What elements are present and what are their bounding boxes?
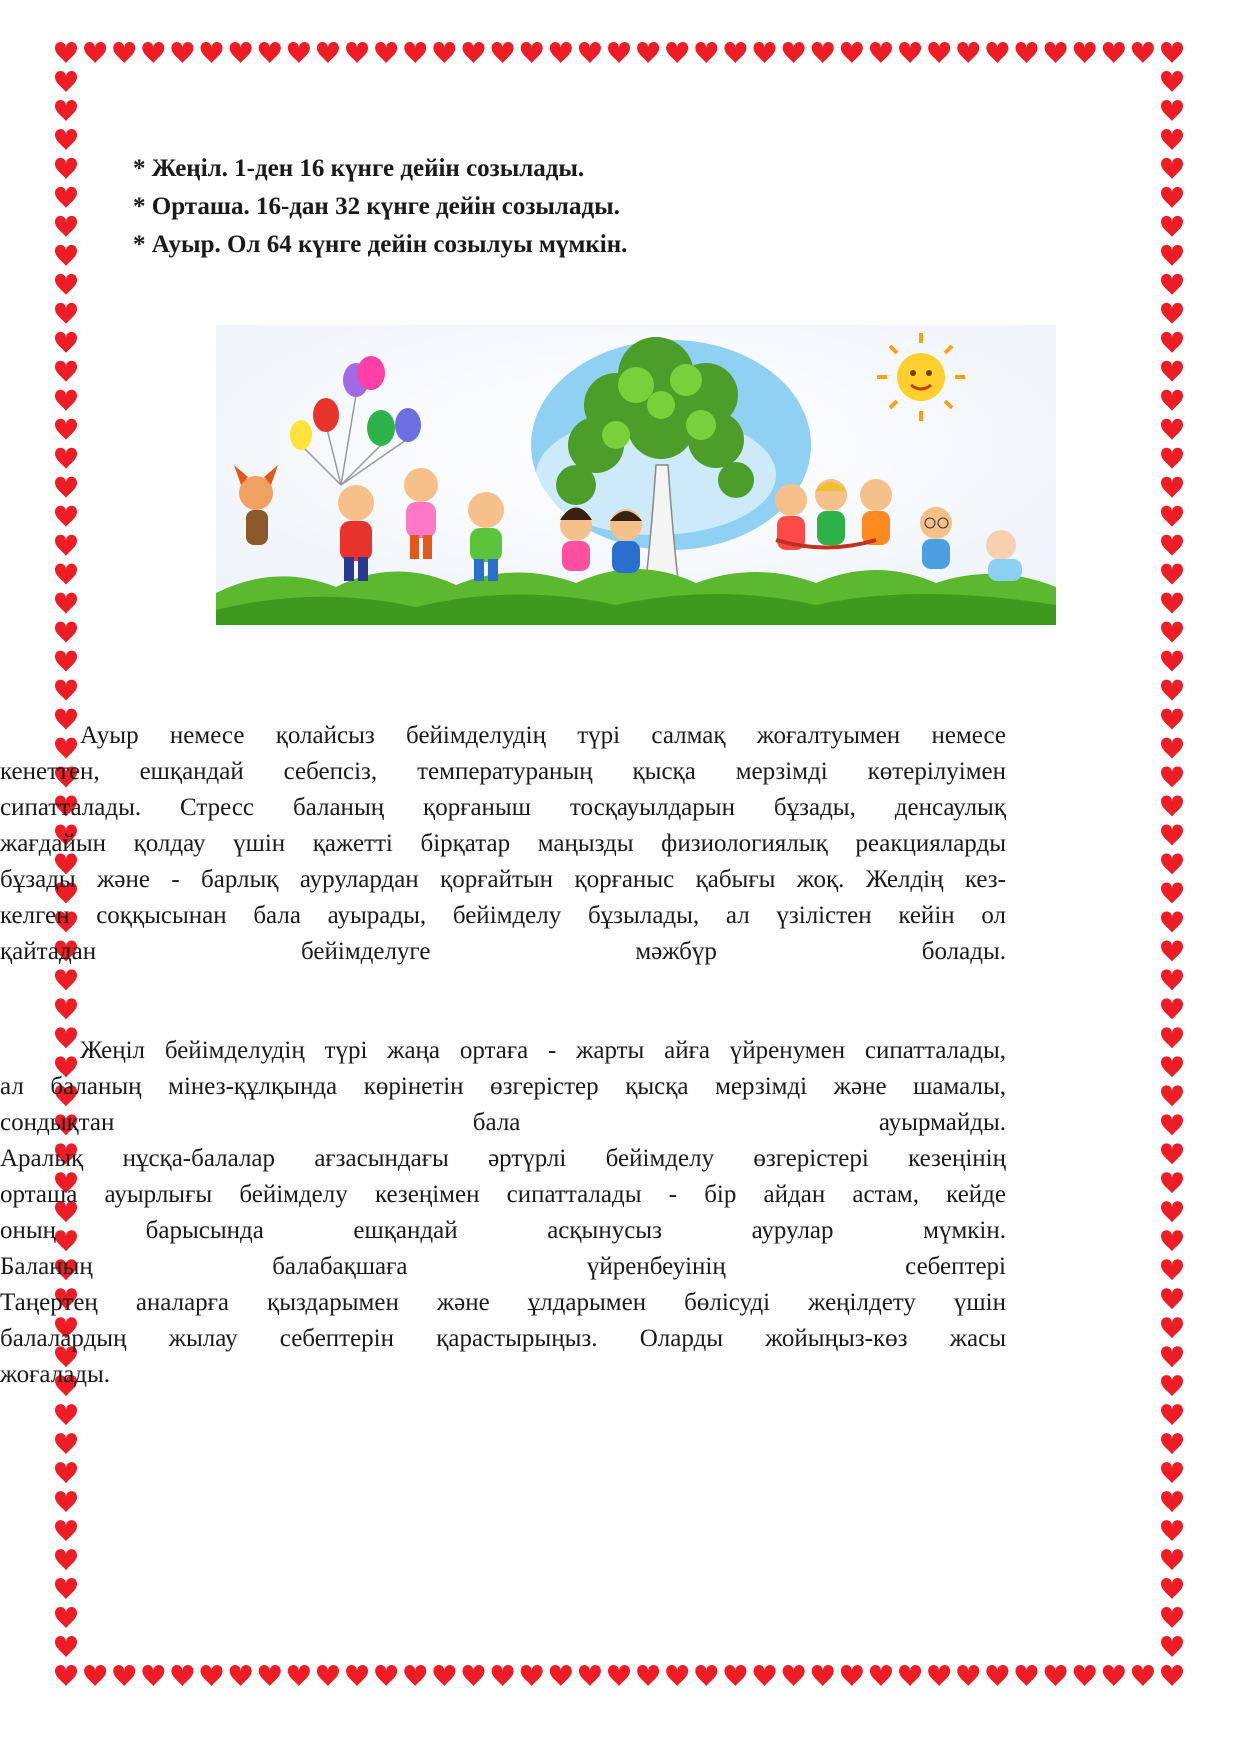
heart-icon (55, 506, 77, 527)
paragraph-mild-adaptation (0, 1033, 1006, 1393)
heart-icon (55, 216, 77, 237)
heart-icon (1161, 390, 1183, 411)
heart-icon (55, 187, 77, 208)
heart-icon (113, 1665, 135, 1686)
heart-icon (1161, 854, 1183, 875)
paragraph-line: ал баланың мінез-құлқында көрінетін өзгерістер қысқа мерзімді және шамалы, (0, 1073, 1006, 1100)
paragraph-line: оның барысында ешқандай асқынусыз аурулар мүмкін. (0, 1217, 1006, 1244)
heart-icon (783, 1665, 805, 1686)
heart-icon (1161, 1520, 1183, 1541)
heart-icon (986, 42, 1008, 63)
paragraph-line: сондықтан бала ауырмайды. (0, 1109, 1006, 1136)
heart-icon (1161, 42, 1183, 63)
heart-icon (1161, 1491, 1183, 1512)
heart-icon (1074, 1665, 1096, 1686)
page-content (133, 150, 1139, 264)
heart-icon (462, 1665, 484, 1686)
paragraph-line: кенеттен, ешқандай себепсіз, температураның қысқа мерзімді көтерілуімен (0, 758, 1006, 785)
heart-icon (55, 998, 77, 1019)
heart-icon (1161, 1462, 1183, 1483)
heart-icon (142, 42, 164, 63)
heart-icon (1161, 709, 1183, 730)
heart-icon (957, 42, 979, 63)
heart-icon (1045, 42, 1067, 63)
heart-icon (1103, 1665, 1125, 1686)
heart-icon (1161, 448, 1183, 469)
heart-icon (521, 1665, 543, 1686)
heart-icon (317, 1665, 339, 1686)
heart-icon (1161, 998, 1183, 1019)
heart-icon (1161, 882, 1183, 903)
heart-icon (1161, 564, 1183, 585)
heart-icon (1161, 71, 1183, 92)
heart-icon (433, 1665, 455, 1686)
heart-icon (1015, 42, 1037, 63)
heart-icon (1161, 1230, 1183, 1251)
heart-icon (55, 651, 77, 672)
paragraph-line: келген соққысынан бала ауырады, бейімделу бұзылады, ал үзілістен кейін ол (0, 902, 1006, 929)
heart-icon (55, 593, 77, 614)
heart-icon (1161, 419, 1183, 440)
heart-icon (521, 42, 543, 63)
heart-icon (55, 622, 77, 643)
heart-icon (1161, 303, 1183, 324)
heart-icon (259, 42, 281, 63)
heart-icon (1161, 796, 1183, 817)
heart-icon (812, 42, 834, 63)
heart-icon (754, 1665, 776, 1686)
heart-icon (404, 42, 426, 63)
heart-icon (1161, 535, 1183, 556)
heart-icon (1015, 1665, 1037, 1686)
heart-icon (1161, 1056, 1183, 1077)
heart-icon (1161, 1288, 1183, 1309)
heart-icon (55, 680, 77, 701)
heart-icon (1161, 1085, 1183, 1106)
heart-icon (201, 42, 223, 63)
heart-icon (113, 42, 135, 63)
heart-icon (55, 100, 77, 121)
list-item-mild: * Жеңіл. 1-ден 16 күнге дейін созылады. (133, 155, 585, 182)
heart-icon (1161, 129, 1183, 150)
paragraph-line: қайтадан бейімделуге мәжбүр болады. (0, 938, 1006, 965)
heart-icon (1161, 969, 1183, 990)
heart-icon (55, 535, 77, 556)
heart-icon (375, 42, 397, 63)
heart-icon (1161, 245, 1183, 266)
heart-icon (957, 1665, 979, 1686)
heart-icon (1161, 767, 1183, 788)
paragraph-line: Ауыр немесе қолайсыз бейімделудің түрі салмақ жоғалтуымен немесе (80, 722, 1006, 749)
heart-icon (55, 448, 77, 469)
heart-icon (1132, 42, 1154, 63)
heart-icon (1161, 1143, 1183, 1164)
heart-icon (55, 158, 77, 179)
heart-icon (1161, 1027, 1183, 1048)
heart-icon (812, 1665, 834, 1686)
heart-icon (171, 42, 193, 63)
heart-icon (346, 42, 368, 63)
heart-icon (84, 1665, 106, 1686)
heart-icon (55, 419, 77, 440)
heart-icon (171, 1665, 193, 1686)
heart-icon (1161, 1433, 1183, 1454)
heart-icon (550, 1665, 572, 1686)
heart-icon (230, 1665, 252, 1686)
paragraph-severe-adaptation (0, 718, 1006, 970)
heart-icon (1161, 1317, 1183, 1338)
heart-icon (870, 1665, 892, 1686)
heart-icon (1161, 911, 1183, 932)
heart-icon (55, 1404, 77, 1425)
heart-icon (55, 129, 77, 150)
heart-icon (841, 1665, 863, 1686)
heart-icon (579, 42, 601, 63)
heart-icon (1161, 622, 1183, 643)
heart-icon (1161, 1259, 1183, 1280)
heart-icon (84, 42, 106, 63)
heart-icon (695, 42, 717, 63)
heart-icon (259, 1665, 281, 1686)
paragraph-line: Баланың балабақшаға үйренбеуінің себептері (0, 1253, 1006, 1280)
heart-icon (666, 1665, 688, 1686)
heart-icon (986, 1665, 1008, 1686)
heart-icon (1161, 1636, 1183, 1657)
heart-icon (55, 274, 77, 295)
heart-icon (55, 390, 77, 411)
heart-icon (870, 42, 892, 63)
heart-icon (55, 1549, 77, 1570)
paragraph-line: сипатталады. Стресс баланың қорғаныш тосқауылдарын бұзады, денсаулық (0, 794, 1006, 821)
heart-icon (55, 245, 77, 266)
heart-icon (1161, 1375, 1183, 1396)
heart-icon (55, 303, 77, 324)
heart-icon (608, 42, 630, 63)
heart-icon (1161, 651, 1183, 672)
heart-icon (841, 42, 863, 63)
severity-list (133, 150, 1139, 264)
list-item-severe: * Ауыр. Ол 64 күнге дейін созылуы мүмкін. (133, 231, 628, 258)
heart-icon (433, 42, 455, 63)
heart-icon (1161, 216, 1183, 237)
heart-icon (608, 1665, 630, 1686)
heart-icon (1161, 940, 1183, 961)
heart-icon (1161, 506, 1183, 527)
heart-icon (462, 42, 484, 63)
heart-icon (1074, 42, 1096, 63)
paragraph-line: Таңертең аналарға қыздарымен және ұлдарымен бөлісуді жеңілдету үшін (0, 1289, 1006, 1316)
heart-icon (666, 42, 688, 63)
heart-icon (55, 71, 77, 92)
heart-icon (1161, 1578, 1183, 1599)
paragraph-line: бұзады және - барлық аурулардан қорғайтын қорғаныс қабығы жоқ. Желдің кез- (0, 866, 1006, 893)
paragraph-line: орташа ауырлығы бейімделу кезеңімен сипатталады - бір айдан астам, кейде (0, 1181, 1006, 1208)
heart-icon (346, 1665, 368, 1686)
heart-icon (1161, 100, 1183, 121)
heart-icon (55, 564, 77, 585)
children-playing-illustration (216, 325, 1056, 625)
heart-icon (1161, 1404, 1183, 1425)
heart-icon (55, 1607, 77, 1628)
list-item-moderate: * Орташа. 16-дан 32 күнге дейін созылады. (133, 193, 620, 220)
heart-icon (1161, 738, 1183, 759)
heart-icon (1161, 274, 1183, 295)
heart-icon (899, 1665, 921, 1686)
heart-icon (1161, 1607, 1183, 1628)
heart-icon (55, 1636, 77, 1657)
heart-icon (55, 1520, 77, 1541)
heart-icon (1161, 1549, 1183, 1570)
heart-icon (928, 42, 950, 63)
heart-icon (899, 42, 921, 63)
heart-icon (928, 1665, 950, 1686)
heart-icon (288, 42, 310, 63)
heart-icon (317, 42, 339, 63)
heart-icon (55, 1578, 77, 1599)
heart-icon (55, 477, 77, 498)
heart-icon (1161, 1201, 1183, 1222)
heart-icon (637, 1665, 659, 1686)
paragraph-line: жоғалады. (0, 1361, 111, 1388)
heart-icon (1161, 1114, 1183, 1135)
heart-icon (1045, 1665, 1067, 1686)
heart-icon (55, 332, 77, 353)
heart-icon (230, 42, 252, 63)
heart-icon (55, 361, 77, 382)
heart-icon (55, 1491, 77, 1512)
heart-icon (1161, 680, 1183, 701)
heart-icon (492, 42, 514, 63)
heart-icon (579, 1665, 601, 1686)
heart-icon (142, 1665, 164, 1686)
paragraph-line: Аралық нұсқа-балалар ағзасындағы әртүрлі бейімделу өзгерістері кезеңінің (0, 1145, 1006, 1172)
heart-icon (550, 42, 572, 63)
paragraph-line: балалардың жылау себептерін қарастырыңыз. Оларды жойыңыз-көз жасы (0, 1325, 1006, 1352)
heart-icon (724, 1665, 746, 1686)
heart-icon (404, 1665, 426, 1686)
heart-icon (55, 42, 77, 63)
paragraph-line: жағдайын қолдау үшін қажетті бірқатар маңызды физиологиялық реакцияларды (0, 830, 1006, 857)
heart-icon (201, 1665, 223, 1686)
heart-icon (695, 1665, 717, 1686)
heart-icon (783, 42, 805, 63)
heart-icon (724, 42, 746, 63)
heart-icon (55, 1462, 77, 1483)
heart-icon (1161, 332, 1183, 353)
heart-icon (375, 1665, 397, 1686)
heart-icon (1161, 477, 1183, 498)
heart-icon (1161, 1346, 1183, 1367)
heart-icon (1132, 1665, 1154, 1686)
heart-icon (55, 1433, 77, 1454)
heart-icon (1161, 825, 1183, 846)
heart-icon (1103, 42, 1125, 63)
paragraph-line: Жеңіл бейімделудің түрі жаңа ортаға - жарты айға үйренумен сипатталады, (80, 1037, 1006, 1064)
heart-icon (55, 1665, 77, 1686)
heart-icon (1161, 593, 1183, 614)
heart-icon (1161, 361, 1183, 382)
heart-icon (1161, 158, 1183, 179)
heart-icon (492, 1665, 514, 1686)
heart-icon (1161, 1665, 1183, 1686)
heart-icon (1161, 1172, 1183, 1193)
heart-icon (754, 42, 776, 63)
heart-icon (55, 969, 77, 990)
heart-icon (637, 42, 659, 63)
heart-icon (1161, 187, 1183, 208)
heart-icon (288, 1665, 310, 1686)
